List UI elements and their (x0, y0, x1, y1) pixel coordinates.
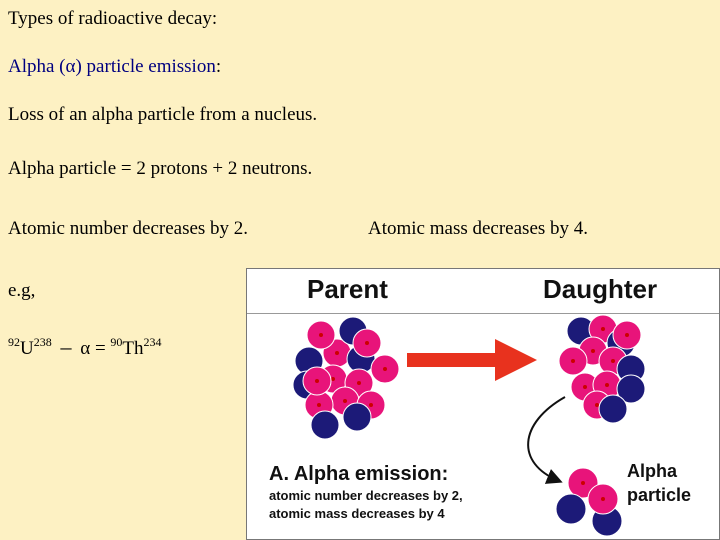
alpha-emission-heading (8, 56, 221, 78)
proton-dot (583, 385, 587, 389)
equals-sign: = (94, 338, 106, 359)
proton-dot (315, 379, 319, 383)
figure-caption-line1: atomic number decreases by 2, (269, 488, 463, 503)
figure-header (247, 269, 719, 314)
daughter-label: Daughter (543, 274, 658, 304)
alpha-particle-label (627, 459, 691, 507)
proton-dot (369, 403, 373, 407)
proton-dot (331, 377, 335, 381)
daughter-symbol: Th (122, 338, 144, 359)
parent-symbol: U (20, 338, 34, 359)
example-label: e.g, (8, 280, 36, 301)
proton-dot (625, 333, 629, 337)
proton-dot (611, 359, 615, 363)
parent-atomic-number: 92 (8, 335, 20, 349)
daughter-mass-number: 234 (143, 335, 162, 349)
decay-arrow-icon (407, 339, 537, 381)
neutron (556, 494, 586, 524)
minus-sign: – (60, 334, 72, 359)
alpha-emission-figure (246, 268, 720, 540)
figure-caption-title: A. Alpha emission: (269, 463, 449, 485)
alpha-label-line1: Alpha (627, 461, 678, 481)
slide-title: Types of radioactive decay: (8, 8, 218, 29)
alpha-label-line2: particle (627, 485, 692, 505)
daughter-atomic-number: 90 (110, 335, 123, 349)
proton-dot (581, 481, 585, 485)
proton-dot (605, 383, 609, 387)
proton-dot (319, 333, 323, 337)
proton-dot (317, 403, 321, 407)
neutron (343, 403, 371, 431)
loss-statement: Loss of an alpha particle from a nucleus. (8, 104, 318, 125)
proton-dot (591, 349, 595, 353)
arrow-shaft (407, 353, 497, 367)
daughter-nucleus (559, 315, 645, 423)
proton-dot (365, 341, 369, 345)
proton-dot (383, 367, 387, 371)
parent-mass-number: 238 (33, 335, 52, 349)
alpha-heading-post: ) particle emission (75, 56, 216, 77)
figure-caption-line2: atomic mass decreases by 4 (269, 506, 445, 521)
neutron (311, 411, 339, 439)
proton-dot (595, 403, 599, 407)
atomic-number-statement: Atomic number decreases by 2. (8, 218, 249, 239)
proton-dot (357, 381, 361, 385)
proton-dot (601, 327, 605, 331)
alpha-symbol: α (65, 56, 76, 77)
alpha-heading-colon: : (215, 56, 222, 77)
alpha-heading-pre: Alpha ( (8, 56, 66, 77)
parent-nucleus (293, 317, 399, 439)
proton-dot (343, 399, 347, 403)
arrow-head (495, 339, 537, 381)
decay-equation (8, 334, 162, 360)
alpha-particle (556, 468, 622, 536)
alpha-particle-symbol: α (80, 338, 91, 359)
proton-dot (601, 497, 605, 501)
proton-dot (571, 359, 575, 363)
emission-path-arrow-icon (528, 397, 565, 481)
atomic-mass-statement: Atomic mass decreases by 4. (368, 218, 589, 239)
parent-label: Parent (307, 274, 388, 304)
alpha-composition: Alpha particle = 2 protons + 2 neutrons. (8, 158, 313, 179)
neutron (599, 395, 627, 423)
proton-dot (335, 351, 339, 355)
